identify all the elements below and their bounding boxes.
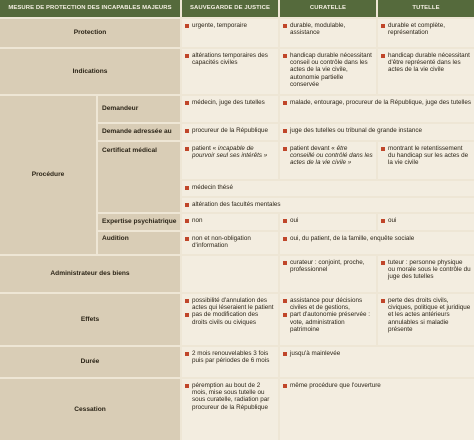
list-item: handicap durable nécessitant d'être représenté dans les actes de la vie civile bbox=[381, 52, 471, 74]
list-item: pas de modification des droits civils ou civiques bbox=[185, 311, 275, 325]
row-label-duree: Durée bbox=[0, 347, 180, 377]
cessation-sauvegarde bbox=[182, 379, 278, 440]
audition-curatelle-tutelle bbox=[280, 232, 474, 254]
list-item: patient devant « être conseillé ou contrôlé dans les actes de la vie civile » bbox=[283, 145, 373, 167]
certificat-tutelle bbox=[378, 142, 474, 179]
row-label-audition: Audition bbox=[98, 232, 180, 254]
list-item: curateur : conjoint, proche, professionnel bbox=[283, 259, 373, 273]
expertise-sauvegarde bbox=[182, 214, 278, 230]
header-tutelle: TUTELLE bbox=[378, 0, 474, 17]
effets-sauvegarde bbox=[182, 294, 278, 345]
list-item: jusqu'à mainlevée bbox=[283, 350, 471, 357]
row-label-certificat-medical: Certificat médical bbox=[98, 142, 180, 212]
list-item: 2 mois renouvelables 3 fois puis par périodes de 6 mois bbox=[185, 350, 275, 364]
row-label-indications: Indications bbox=[0, 49, 180, 94]
certificat-alteration bbox=[182, 198, 474, 212]
list-item: même procédure que l'ouverture bbox=[283, 382, 471, 389]
demande-sauvegarde bbox=[182, 124, 278, 140]
list-item: durable et complète, représentation bbox=[381, 22, 471, 36]
list-item: handicap durable nécessitant conseil ou contrôle dans les actes de la vie civile, autonomie partielle conservée bbox=[283, 52, 373, 88]
certificat-curatelle bbox=[280, 142, 376, 179]
protection-curatelle bbox=[280, 19, 376, 47]
demandeur-curatelle-tutelle bbox=[280, 96, 474, 122]
administrateur-tutelle bbox=[378, 256, 474, 292]
duree-curatelle-tutelle bbox=[280, 347, 474, 377]
list-item: altération des facultés mentales bbox=[185, 201, 471, 208]
protection-sauvegarde bbox=[182, 19, 278, 47]
row-label-demande-adressee: Demande adressée au bbox=[98, 124, 180, 140]
effets-tutelle bbox=[378, 294, 474, 345]
row-label-procedure: Procédure bbox=[0, 96, 96, 254]
indications-sauvegarde bbox=[182, 49, 278, 94]
administrateur-curatelle bbox=[280, 256, 376, 292]
header-mesure: MESURE DE PROTECTION DES INCAPABLES MAJEURS bbox=[0, 0, 180, 17]
row-label-cessation: Cessation bbox=[0, 379, 180, 440]
list-item: montrant le retentissement du handicap sur les actes de la vie civile bbox=[381, 145, 471, 167]
row-label-demandeur: Demandeur bbox=[98, 96, 180, 122]
list-item: tuteur : personne physique ou morale sous le contrôle du juge des tutelles bbox=[381, 259, 471, 281]
list-item: altérations temporaires des capacités civiles bbox=[185, 52, 275, 66]
list-item: perte des droits civils, civiques, politique et juridique et les actes antérieurs annulables si maladie présente bbox=[381, 297, 471, 333]
indications-curatelle bbox=[280, 49, 376, 94]
indications-tutelle bbox=[378, 49, 474, 94]
cessation-curatelle-tutelle bbox=[280, 379, 474, 440]
expertise-tutelle bbox=[378, 214, 474, 230]
list-item: possibilité d'annulation des actes qui léseraient le patient bbox=[185, 297, 275, 311]
duree-sauvegarde bbox=[182, 347, 278, 377]
list-item: urgente, temporaire bbox=[185, 22, 275, 29]
certificat-medecin-these bbox=[182, 181, 474, 196]
list-item: malade, entourage, procureur de la République, juge des tutelles bbox=[283, 99, 471, 106]
protection-tutelle bbox=[378, 19, 474, 47]
demandeur-sauvegarde bbox=[182, 96, 278, 122]
list-item: oui, du patient, de la famille, enquête sociale bbox=[283, 235, 471, 242]
list-item: procureur de la République bbox=[185, 127, 275, 134]
list-item: oui bbox=[283, 217, 373, 224]
row-label-administrateur: Administrateur des biens bbox=[0, 256, 180, 292]
header-sauvegarde: SAUVEGARDE DE JUSTICE bbox=[182, 0, 278, 17]
list-item: durable, modulable, assistance bbox=[283, 22, 373, 36]
list-item: médecin, juge des tutelles bbox=[185, 99, 275, 106]
row-label-protection: Protection bbox=[0, 19, 180, 47]
list-item: assistance pour décisions civiles et de gestions, bbox=[283, 297, 373, 311]
list-item: patient « incapable de pourvoir seul ses intérêts » bbox=[185, 145, 275, 159]
row-label-effets: Effets bbox=[0, 294, 180, 345]
effets-curatelle bbox=[280, 294, 376, 345]
header-curatelle: CURATELLE bbox=[280, 0, 376, 17]
demande-curatelle-tutelle bbox=[280, 124, 474, 140]
list-item: médecin thésé bbox=[185, 184, 471, 191]
list-item: oui bbox=[381, 217, 471, 224]
list-item: péremption au bout de 2 mois, mise sous tutelle ou sous curatelle, radiation par procureur de la République bbox=[185, 382, 275, 411]
list-item: non et non-obligation d'information bbox=[185, 235, 275, 249]
list-item: juge des tutelles ou tribunal de grande instance bbox=[283, 127, 471, 134]
list-item: part d'autonomie préservée : vote, administration patrimoine bbox=[283, 311, 373, 333]
list-item: non bbox=[185, 217, 275, 224]
administrateur-sauvegarde bbox=[182, 256, 278, 292]
certificat-sauvegarde bbox=[182, 142, 278, 179]
row-label-expertise: Expertise psychiatrique bbox=[98, 214, 180, 230]
expertise-curatelle bbox=[280, 214, 376, 230]
audition-sauvegarde bbox=[182, 232, 278, 254]
